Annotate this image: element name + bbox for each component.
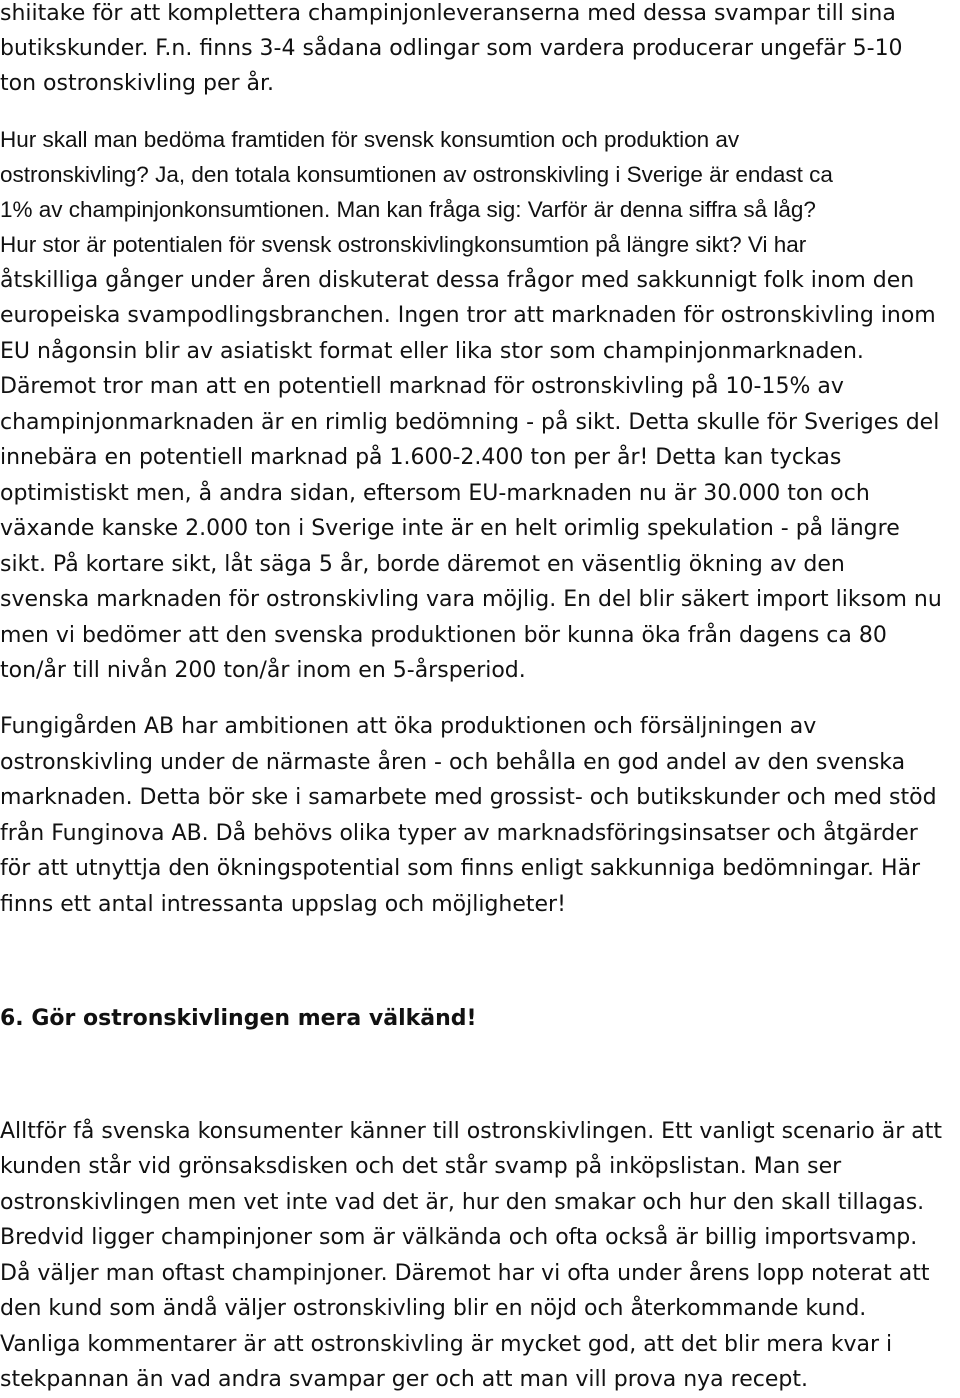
text-line: innebära en potentiell marknad på 1.600-2.400 ton per år! Detta kan tyckas — [0, 445, 842, 470]
text-line: växande kanske 2.000 ton i Sverige inte är en helt orimlig spekulation - på längre — [0, 516, 900, 541]
text-line: Vanliga kommentarer är att ostronskivling är mycket god, att det blir mera kvar i — [0, 1332, 893, 1357]
text-line: sikt. På kortare sikt, låt säga 5 år, borde däremot en väsentlig ökning av den — [0, 552, 845, 577]
text-line: Hur stor är potentialen för svensk ostronskivlingkonsumtion på längre sikt? Vi har — [0, 232, 807, 257]
text-line: shiitake för att komplettera champinjonleveranserna med dessa svampar till sina — [0, 1, 896, 26]
text-line: ton/år till nivån 200 ton/år inom en 5-årsperiod. — [0, 658, 526, 683]
section-heading: 6. Gör ostronskivlingen mera välkänd! — [0, 1006, 477, 1031]
text-line: EU någonsin blir av asiatiskt format eller lika stor som champinjonmarknaden. — [0, 339, 864, 364]
text-line: ton ostronskivling per år. — [0, 71, 275, 96]
text-line: 1% av champinjonkonsumtionen. Man kan fråga sig: Varför är denna siffra så låg? — [0, 197, 816, 222]
text-line: men vi bedömer att den svenska produktionen bör kunna öka från dagens ca 80 — [0, 623, 887, 648]
text-line: ostronskivlingen men vet inte vad det är, hur den smakar och hur den skall tillagas. — [0, 1190, 925, 1215]
text-line: europeiska svampodlingsbranchen. Ingen tror att marknaden för ostronskivling inom — [0, 303, 936, 328]
text-line: från Funginova AB. Då behövs olika typer av marknadsföringsinsatser och åtgärder — [0, 821, 918, 846]
text-line: Alltför få svenska konsumenter känner till ostronskivlingen. Ett vanligt scenario är att — [0, 1119, 942, 1144]
text-line: marknaden. Detta bör ske i samarbete med grossist- och butikskunder och med stöd — [0, 785, 937, 810]
text-line: den kund som ändå väljer ostronskivling blir en nöjd och återkommande kund. — [0, 1296, 867, 1321]
text-line: ostronskivling? Ja, den totala konsumtionen av ostronskivling i Sverige är endast ca — [0, 162, 833, 187]
text-line: butikskunder. F.n. finns 3-4 sådana odlingar som vardera producerar ungefär 5-10 — [0, 36, 903, 61]
text-line: Bredvid ligger champinjoner som är välkända och ofta också är billig importsvamp. — [0, 1225, 918, 1250]
text-line: Fungigården AB har ambitionen att öka produktionen och försäljningen av — [0, 714, 817, 739]
text-line: champinjonmarknaden är en rimlig bedömning - på sikt. Detta skulle för Sveriges del — [0, 410, 940, 435]
text-line: ostronskivling under de närmaste åren - och behålla en god andel av den svenska — [0, 750, 906, 775]
text-line: Däremot tror man att en potentiell marknad för ostronskivling på 10-15% av — [0, 374, 844, 399]
text-line: kunden står vid grönsaksdisken och det står svamp på inköpslistan. Man ser — [0, 1154, 842, 1179]
text-line: finns ett antal intressanta uppslag och möjligheter! — [0, 892, 566, 917]
text-line: svenska marknaden för ostronskivling vara möjlig. En del blir säkert import liksom nu — [0, 587, 942, 612]
text-line: Då väljer man oftast champinjoner. Däremot har vi ofta under årens lopp noterat att — [0, 1261, 930, 1286]
text-line: optimistiskt men, å andra sidan, eftersom EU-marknaden nu är 30.000 ton och — [0, 481, 870, 506]
text-line: Hur skall man bedöma framtiden för svensk konsumtion och produktion av — [0, 127, 740, 152]
text-line: för att utnyttja den ökningspotential som finns enligt sakkunniga bedömningar. Här — [0, 856, 921, 881]
text-line: stekpannan än vad andra svampar ger och att man vill prova nya recept. — [0, 1367, 808, 1392]
text-line: åtskilliga gånger under åren diskuterat dessa frågor med sakkunnigt folk inom den — [0, 268, 915, 293]
